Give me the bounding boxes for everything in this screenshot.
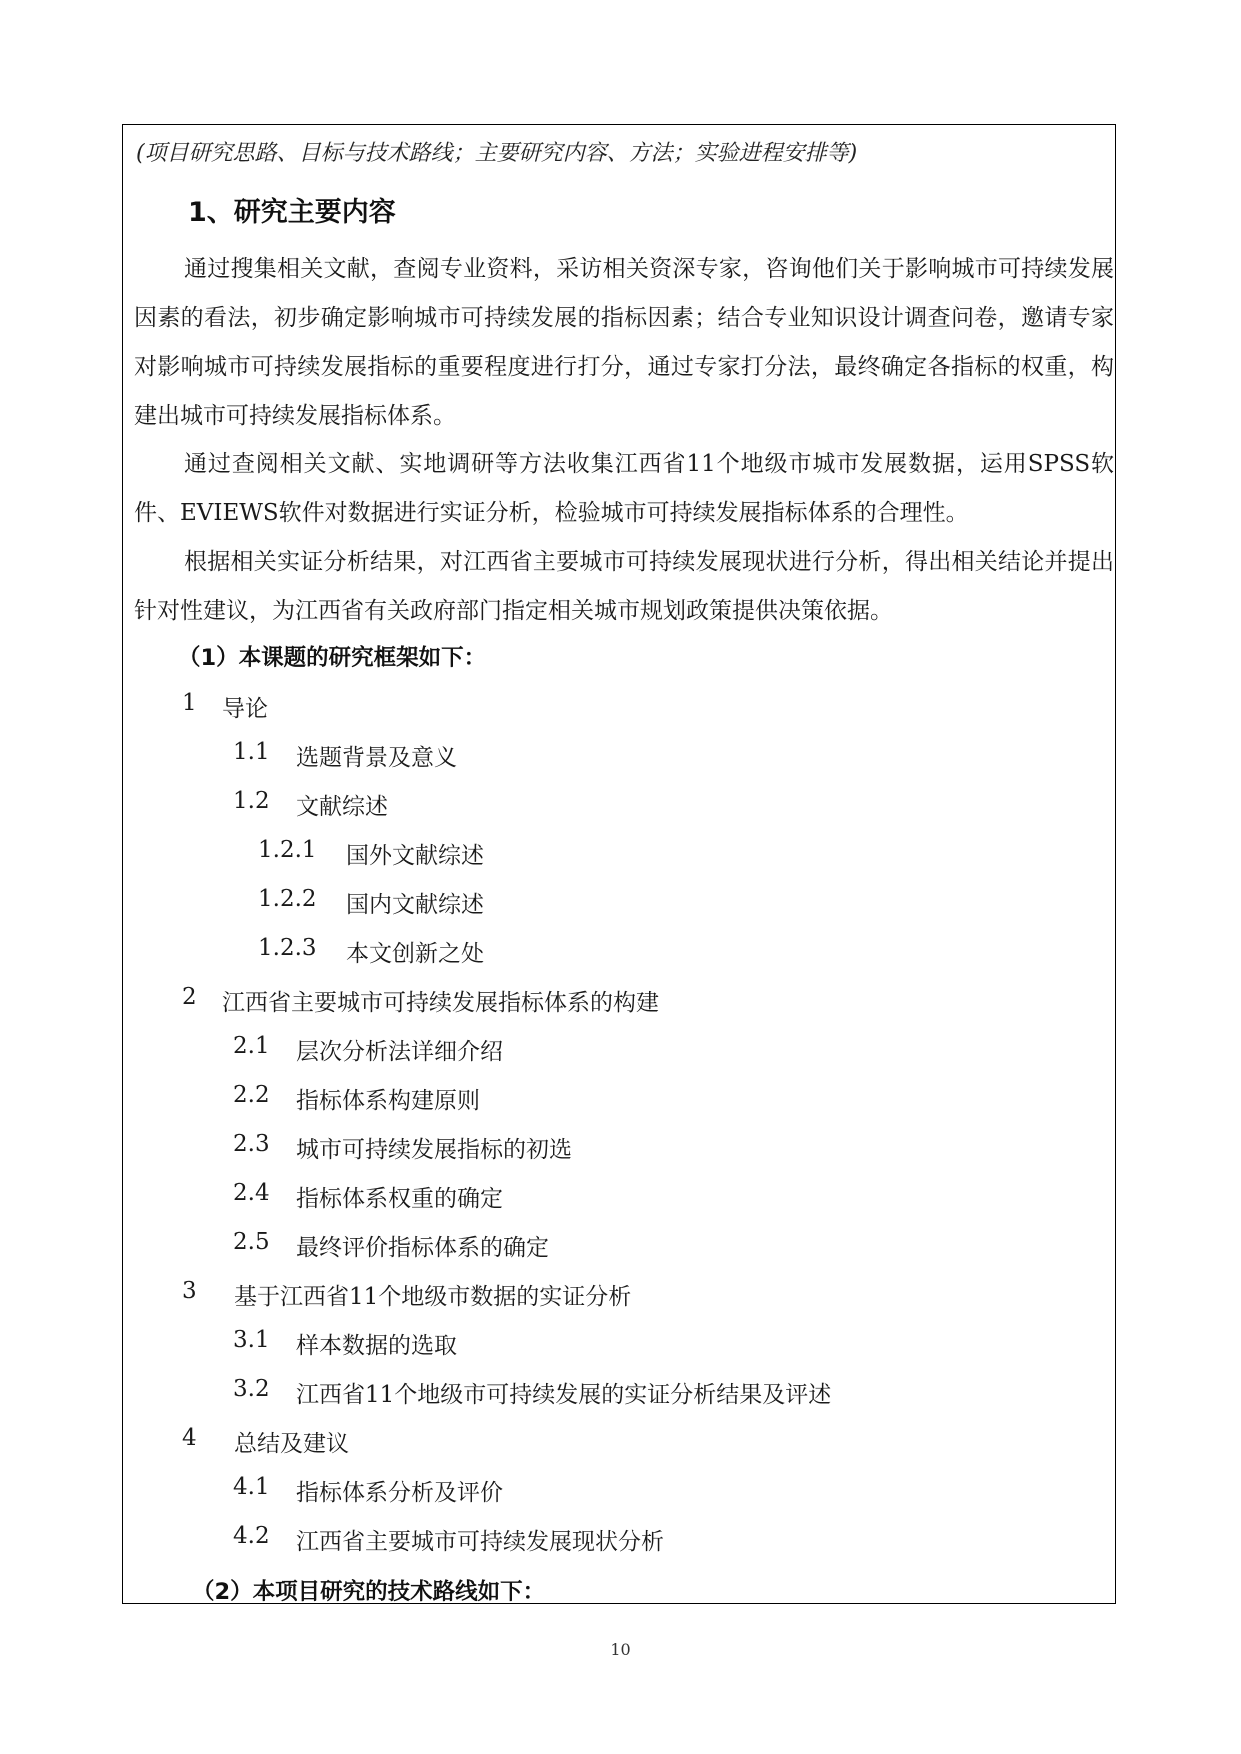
- outline-text: 指标体系分析及评价: [296, 1480, 503, 1506]
- header-note: (项目研究思路、目标与技术路线；主要研究内容、方法；实验进程安排等): [136, 141, 858, 166]
- subhead-technical-route: （2）本项目研究的技术路线如下：: [192, 1579, 546, 1605]
- outline-number: 3.1: [233, 1327, 270, 1353]
- outline-number: 3: [182, 1278, 197, 1304]
- outline-number: 1.2.2: [258, 886, 317, 912]
- outline-item: [233, 1131, 572, 1164]
- outline-item: [233, 739, 457, 772]
- page-number: 10: [610, 1640, 631, 1659]
- outline-number: 2.1: [233, 1033, 270, 1059]
- outline-text: 样本数据的选取: [296, 1333, 457, 1359]
- outline-item: [233, 1474, 503, 1507]
- outline-item: [182, 984, 659, 1017]
- outline-item: [182, 1278, 631, 1311]
- outline-number: 2.2: [233, 1082, 270, 1108]
- outline-item: [233, 1376, 831, 1409]
- outline-text: 基于江西省11个地级市数据的实证分析: [234, 1284, 632, 1310]
- outline-text: 江西省11个地级市可持续发展的实证分析结果及评述: [296, 1382, 832, 1408]
- outline-number: 1.2.3: [258, 935, 317, 961]
- outline-item: [233, 1229, 549, 1262]
- outline-item: [258, 886, 484, 919]
- outline-item: [233, 1180, 503, 1213]
- outline-text: 导论: [222, 696, 268, 722]
- outline-text: 本文创新之处: [346, 941, 484, 967]
- outline-number: 4: [182, 1425, 197, 1451]
- outline-number: 1.2: [233, 788, 270, 814]
- outline-number: 2.5: [233, 1229, 270, 1255]
- outline-text: 指标体系权重的确定: [296, 1186, 503, 1212]
- outline-item: [233, 1082, 480, 1115]
- outline-number: 4.2: [233, 1523, 270, 1549]
- outline-text: 选题背景及意义: [296, 745, 457, 771]
- paragraph-1: 通过搜集相关文献，查阅专业资料，采访相关资深专家，咨询他们关于影响城市可持续发展因素的看法，初步确定影响城市可持续发展的指标因素；结合专业知识设计调查问卷，邀请专家对影响城市可持续发展指标的重要程度进行打分，通过专家打分法，最终确定各指标的权重，构建出城市可持续发展指标体系。: [134, 256, 1114, 429]
- outline-text: 最终评价指标体系的确定: [296, 1235, 549, 1261]
- outline-text: 国内文献综述: [346, 892, 484, 918]
- outline-number: 1.1: [233, 739, 270, 765]
- outline-text: 指标体系构建原则: [296, 1088, 480, 1114]
- paragraph-2: 通过查阅相关文献、实地调研等方法收集江西省11个地级市城市发展数据，运用SPSS软件、EVIEWS软件对数据进行实证分析，检验城市可持续发展指标体系的合理性。: [134, 451, 1114, 526]
- outline-item: [233, 1523, 664, 1556]
- outline-text: 总结及建议: [234, 1431, 349, 1457]
- outline-item: [182, 690, 268, 723]
- outline-number: 2.3: [233, 1131, 270, 1157]
- outline-text: 文献综述: [296, 794, 388, 820]
- outline-item: [233, 1327, 457, 1360]
- outline-text: 江西省主要城市可持续发展指标体系的构建: [222, 990, 659, 1016]
- outline-number: 2.4: [233, 1180, 270, 1206]
- section-title: 1、研究主要内容: [188, 197, 396, 228]
- outline-text: 江西省主要城市可持续发展现状分析: [296, 1529, 664, 1555]
- outline-item: [233, 788, 388, 821]
- paragraph-3: 根据相关实证分析结果，对江西省主要城市可持续发展现状进行分析，得出相关结论并提出针对性建议，为江西省有关政府部门指定相关城市规划政策提供决策依据。: [134, 549, 1114, 624]
- outline-item: [233, 1033, 503, 1066]
- outline-item: [258, 935, 484, 968]
- outline-number: 1: [182, 690, 197, 716]
- outline-number: 3.2: [233, 1376, 270, 1402]
- outline-item: [258, 837, 484, 870]
- outline-number: 2: [182, 984, 197, 1010]
- subhead-framework: （1）本课题的研究框架如下：: [178, 645, 487, 671]
- outline-item: [182, 1425, 349, 1458]
- outline-text: 层次分析法详细介绍: [296, 1039, 503, 1065]
- outline-number: 4.1: [233, 1474, 270, 1500]
- outline-text: 城市可持续发展指标的初选: [296, 1137, 572, 1163]
- outline-text: 国外文献综述: [346, 843, 484, 869]
- outline-number: 1.2.1: [258, 837, 317, 863]
